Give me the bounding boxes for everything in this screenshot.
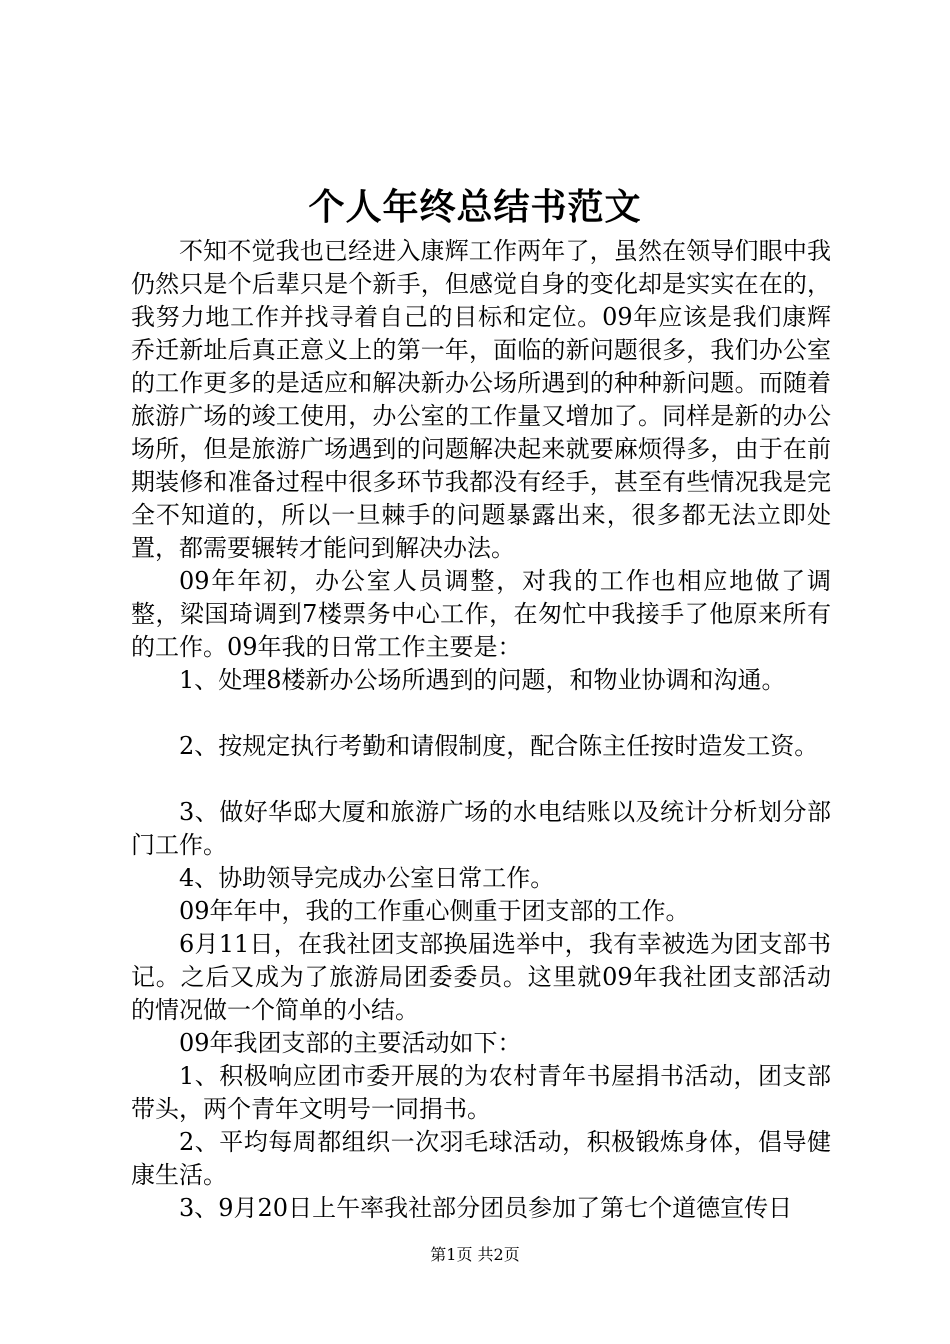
document-title: 个人年终总结书范文 [308, 186, 642, 228]
list-item-duty-1: 1、处理8楼新办公场所遇到的问题，和物业协调和沟通。 [179, 666, 786, 694]
paragraph-early-year: 09年年初，办公室人员调整，对我的工作也相应地做了调整，梁国琦调到7楼票务中心工作，在匆忙中我接手了他原来所有的工作。09年我的日常工作主要是： [131, 567, 831, 661]
list-item-activity-2: 2、平均每周都组织一次羽毛球活动，积极锻炼身体，倡导健康生活。 [131, 1128, 831, 1189]
paragraph-activities-heading: 09年我团支部的主要活动如下： [179, 1029, 522, 1057]
page-footer: 第1页 共2页 [430, 1245, 520, 1264]
list-item-duty-3: 3、做好华邸大厦和旅游广场的水电结账以及统计分析划分部门工作。 [131, 798, 831, 859]
list-item-duty-4: 4、协助领导完成办公室日常工作。 [179, 864, 555, 892]
list-item-activity-1: 1、积极响应团市委开展的为农村青年书屋捐书活动，团支部带头，两个青年文明号一同捐书。 [131, 1062, 831, 1123]
document-body [131, 235, 831, 1225]
list-item-activity-3: 3、9月20日上午率我社部分团员参加了第七个道德宣传日 [179, 1194, 793, 1222]
list-item-duty-2: 2、按规定执行考勤和请假制度，配合陈主任按时造发工资。 [179, 732, 819, 760]
paragraph-intro: 不知不觉我也已经进入康辉工作两年了，虽然在领导们眼中我仍然只是个后辈只是个新手，但感觉自身的变化却是实实在在的，我努力地工作并找寻着自己的目标和定位。09年应该是我们康辉乔迁新址后真正意义上的第一年，面临的新问题很多，我们办公室的工作更多的是适应和解决新办公场所遇到的种种新问题。而随着旅游广场的竣工使用，办公室的工作量又增加了。同样是新的办公场所，但是旅游广场遇到的问题解决起来就要麻烦得多，由于在前期装修和准备过程中很多环节我都没有经手，甚至有些情况我是完全不知道的，所以一旦棘手的问题暴露出来，很多都无法立即处置，都需要辗转才能问到解决办法。 [131, 237, 831, 562]
paragraph-election: 6月11日，在我社团支部换届选举中，我有幸被选为团支部书记。之后又成为了旅游局团委委员。这里就09年我社团支部活动的情况做一个简单的小结。 [131, 930, 831, 1024]
paragraph-mid-year: 09年年中，我的工作重心侧重于团支部的工作。 [179, 897, 690, 925]
